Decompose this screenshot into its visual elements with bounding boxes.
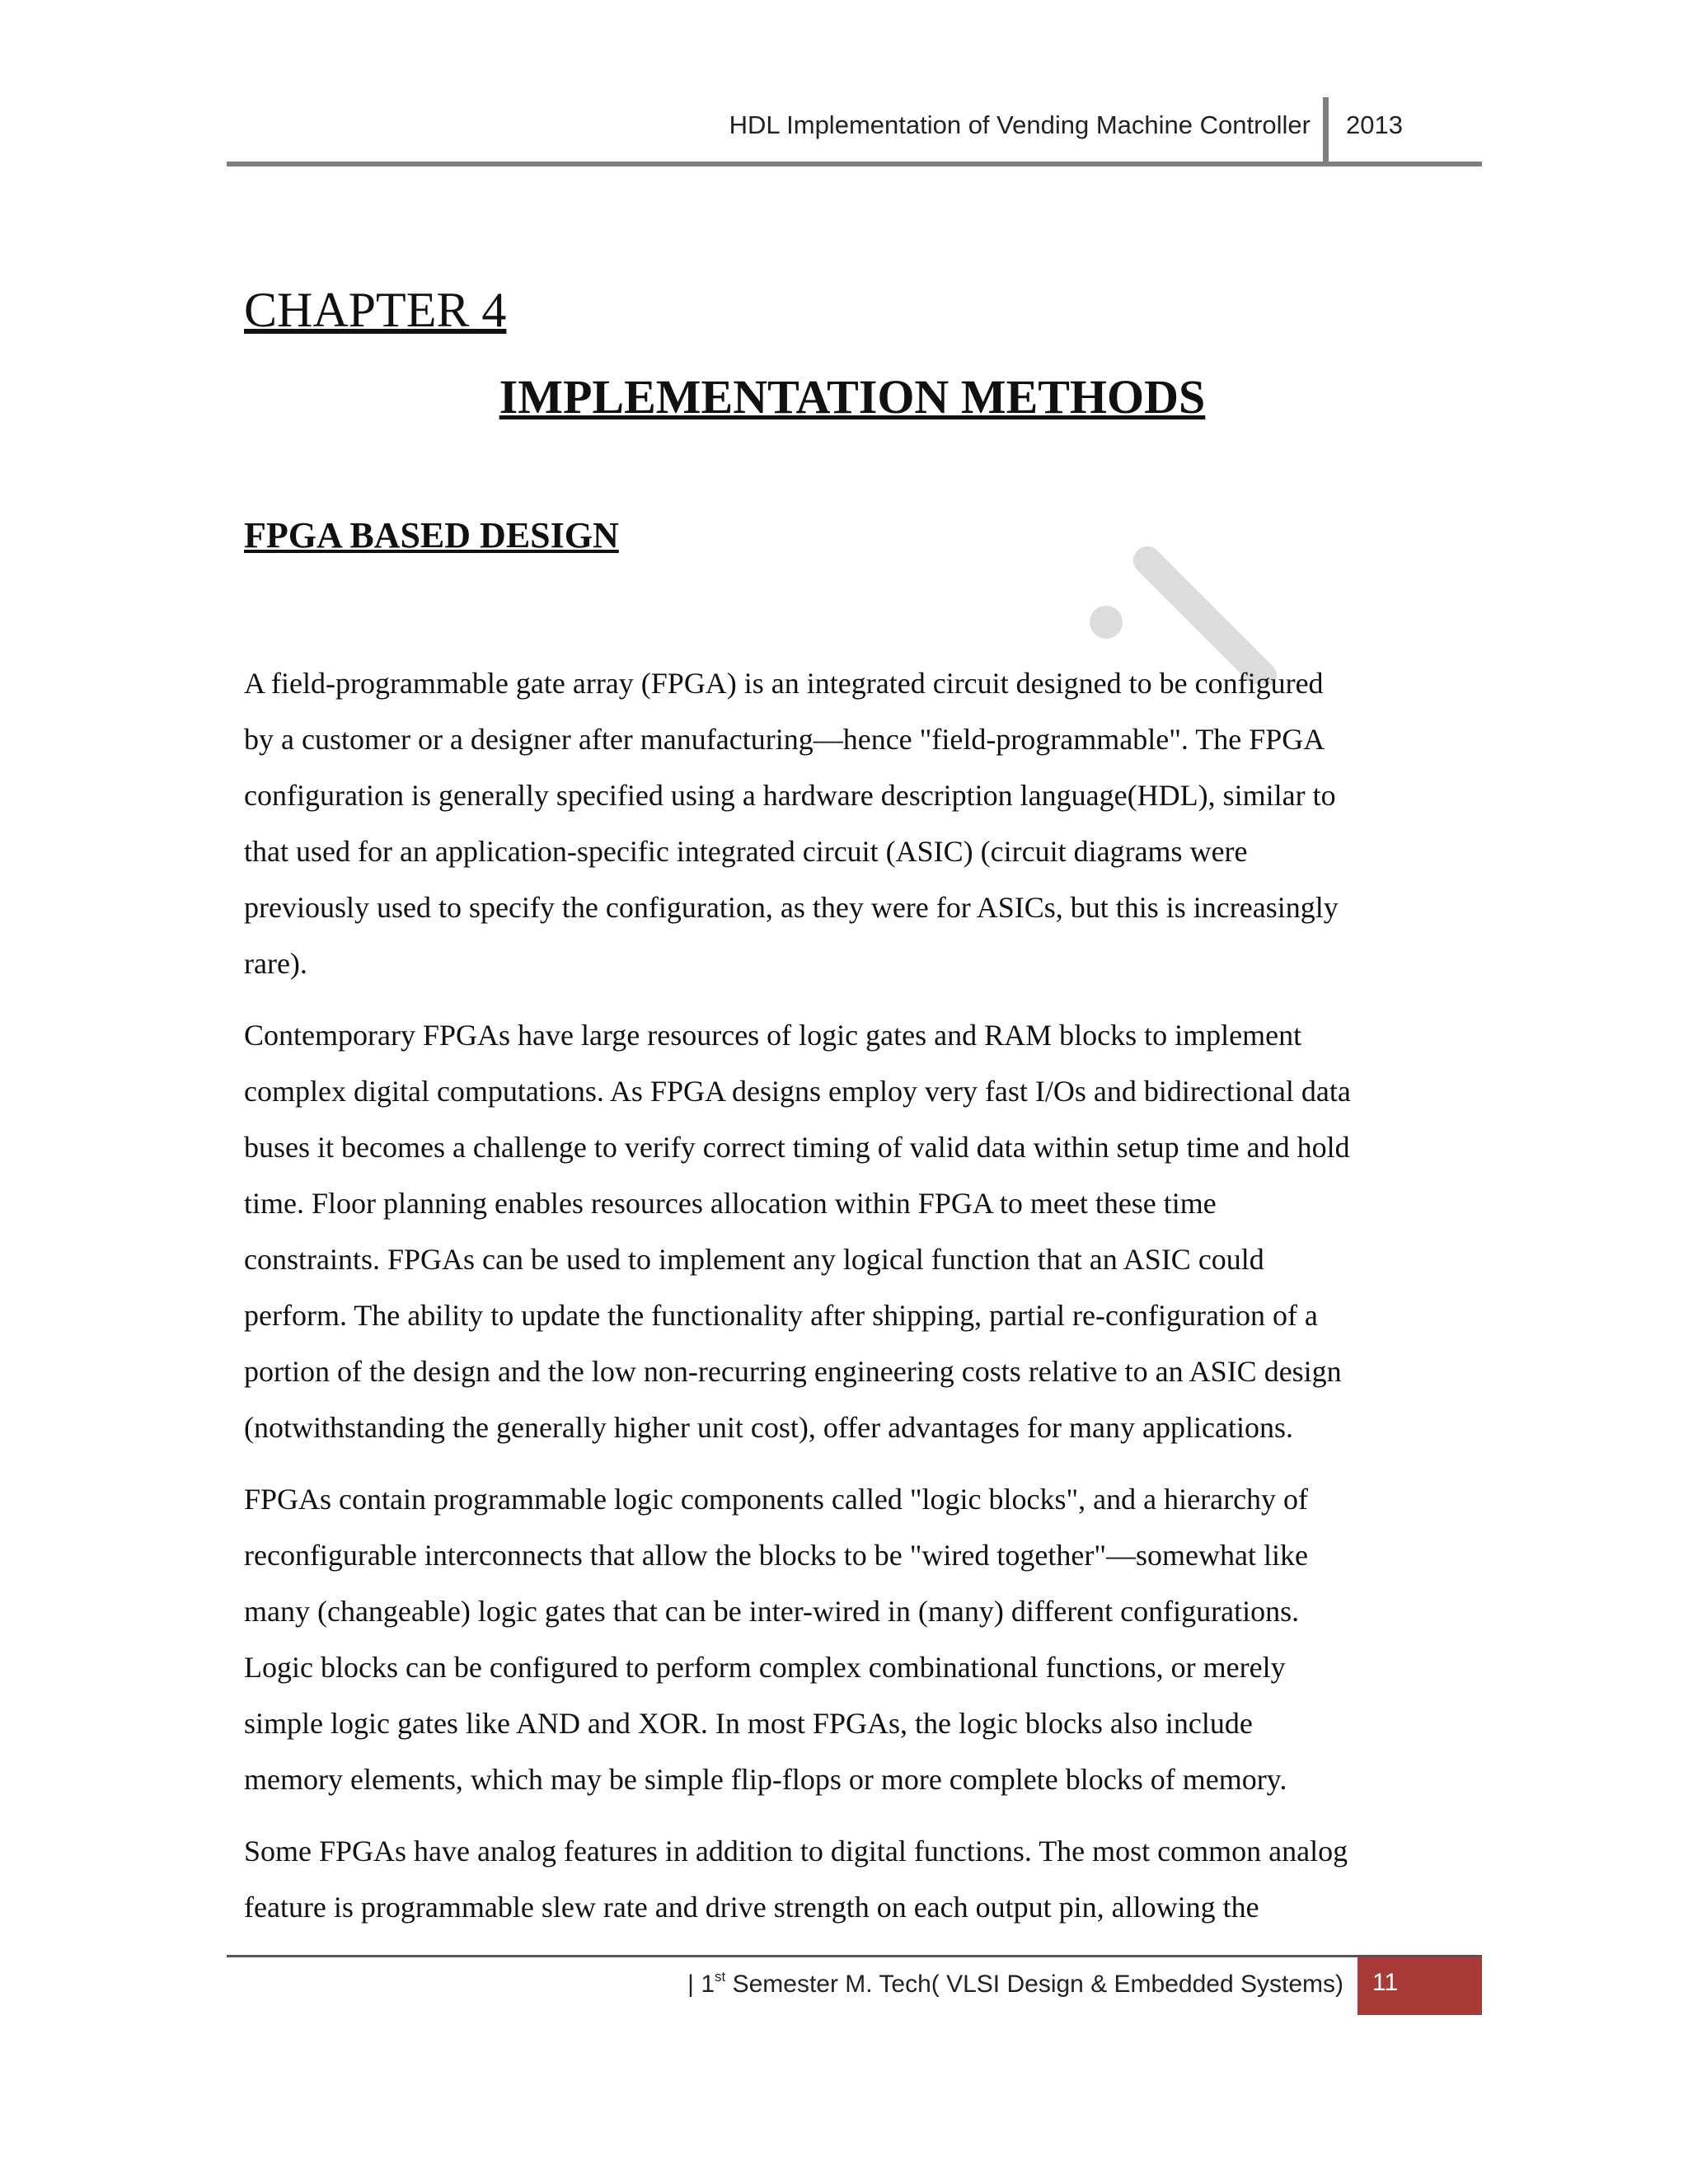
- header-divider: [1323, 97, 1329, 162]
- paragraph-line: by a customer or a designer after manufacturing—hence "field-programmable". The FPGA: [244, 723, 1325, 756]
- paragraph-line: buses it becomes a challenge to verify correct timing of valid data within setup time and hold: [244, 1131, 1350, 1164]
- page-footer: [227, 1955, 1482, 2015]
- paragraph-line: A field-programmable gate array (FPGA) is an integrated circuit designed to be configured: [244, 667, 1324, 700]
- paragraph-line: perform. The ability to update the functionality after shipping, partial re-configuration of a: [244, 1299, 1318, 1332]
- paragraph-line: that used for an application-specific integrated circuit (ASIC) (circuit diagrams were: [244, 835, 1248, 868]
- paragraph-line: constraints. FPGAs can be used to implement any logical function that an ASIC could: [244, 1243, 1264, 1276]
- paragraph: [244, 655, 1480, 991]
- paragraph-line: (notwithstanding the generally higher unit cost), offer advantages for many applications.: [244, 1411, 1293, 1444]
- paragraph-line: FPGAs contain programmable logic components called "logic blocks", and a hierarchy of: [244, 1483, 1309, 1516]
- paragraph-line: simple logic gates like AND and XOR. In most FPGAs, the logic blocks also include: [244, 1707, 1253, 1740]
- paragraph-line: many (changeable) logic gates that can be inter-wired in (many) different configurations.: [244, 1595, 1300, 1628]
- paragraph: [244, 1471, 1480, 1807]
- footer-semester-text: Semester M. Tech( VLSI Design & Embedded Systems): [725, 1971, 1343, 1998]
- footer-ordinal-suffix: st: [715, 1969, 726, 1985]
- paragraph: [244, 1823, 1480, 1935]
- paragraph-line: Logic blocks can be configured to perform complex combinational functions, or merely: [244, 1651, 1286, 1684]
- body-text: [244, 655, 1480, 1951]
- paragraph: [244, 1007, 1480, 1455]
- chapter-label: CHAPTER 4: [244, 283, 507, 337]
- paragraph-line: complex digital computations. As FPGA designs employ very fast I/Os and bidirectional data: [244, 1075, 1351, 1108]
- chapter-title: IMPLEMENTATION METHODS: [499, 370, 1206, 424]
- paragraph-line: portion of the design and the low non-recurring engineering costs relative to an ASIC design: [244, 1355, 1342, 1388]
- paragraph-line: feature is programmable slew rate and drive strength on each output pin, allowing the: [244, 1891, 1259, 1924]
- footer-text: [687, 1971, 1343, 1999]
- footer-ordinal-number: 1: [701, 1971, 715, 1998]
- page-number-box: [1357, 1957, 1482, 2015]
- paragraph-line: previously used to specify the configuration, as they were for ASICs, but this is increasingly: [244, 891, 1339, 924]
- paragraph-line: Contemporary FPGAs have large resources of logic gates and RAM blocks to implement: [244, 1019, 1302, 1052]
- paragraph-line: Some FPGAs have analog features in addition to digital functions. The most common analog: [244, 1835, 1348, 1868]
- footer-separator: |: [687, 1971, 694, 1998]
- paragraph-line: reconfigurable interconnects that allow the blocks to be "wired together"—somewhat like: [244, 1539, 1308, 1572]
- header-year: 2013: [1346, 110, 1403, 139]
- paragraph-line: rare).: [244, 947, 307, 980]
- page-number: 11: [1372, 1969, 1399, 1996]
- paragraph-line: configuration is generally specified using a hardware description language(HDL), similar to: [244, 779, 1336, 812]
- paragraph-line: memory elements, which may be simple flip-flops or more complete blocks of memory.: [244, 1763, 1287, 1796]
- header-title: HDL Implementation of Vending Machine Controller: [729, 110, 1311, 139]
- paragraph-line: time. Floor planning enables resources allocation within FPGA to meet these time: [244, 1187, 1217, 1220]
- page-header: [227, 97, 1482, 166]
- section-heading: FPGA BASED DESIGN: [244, 515, 619, 555]
